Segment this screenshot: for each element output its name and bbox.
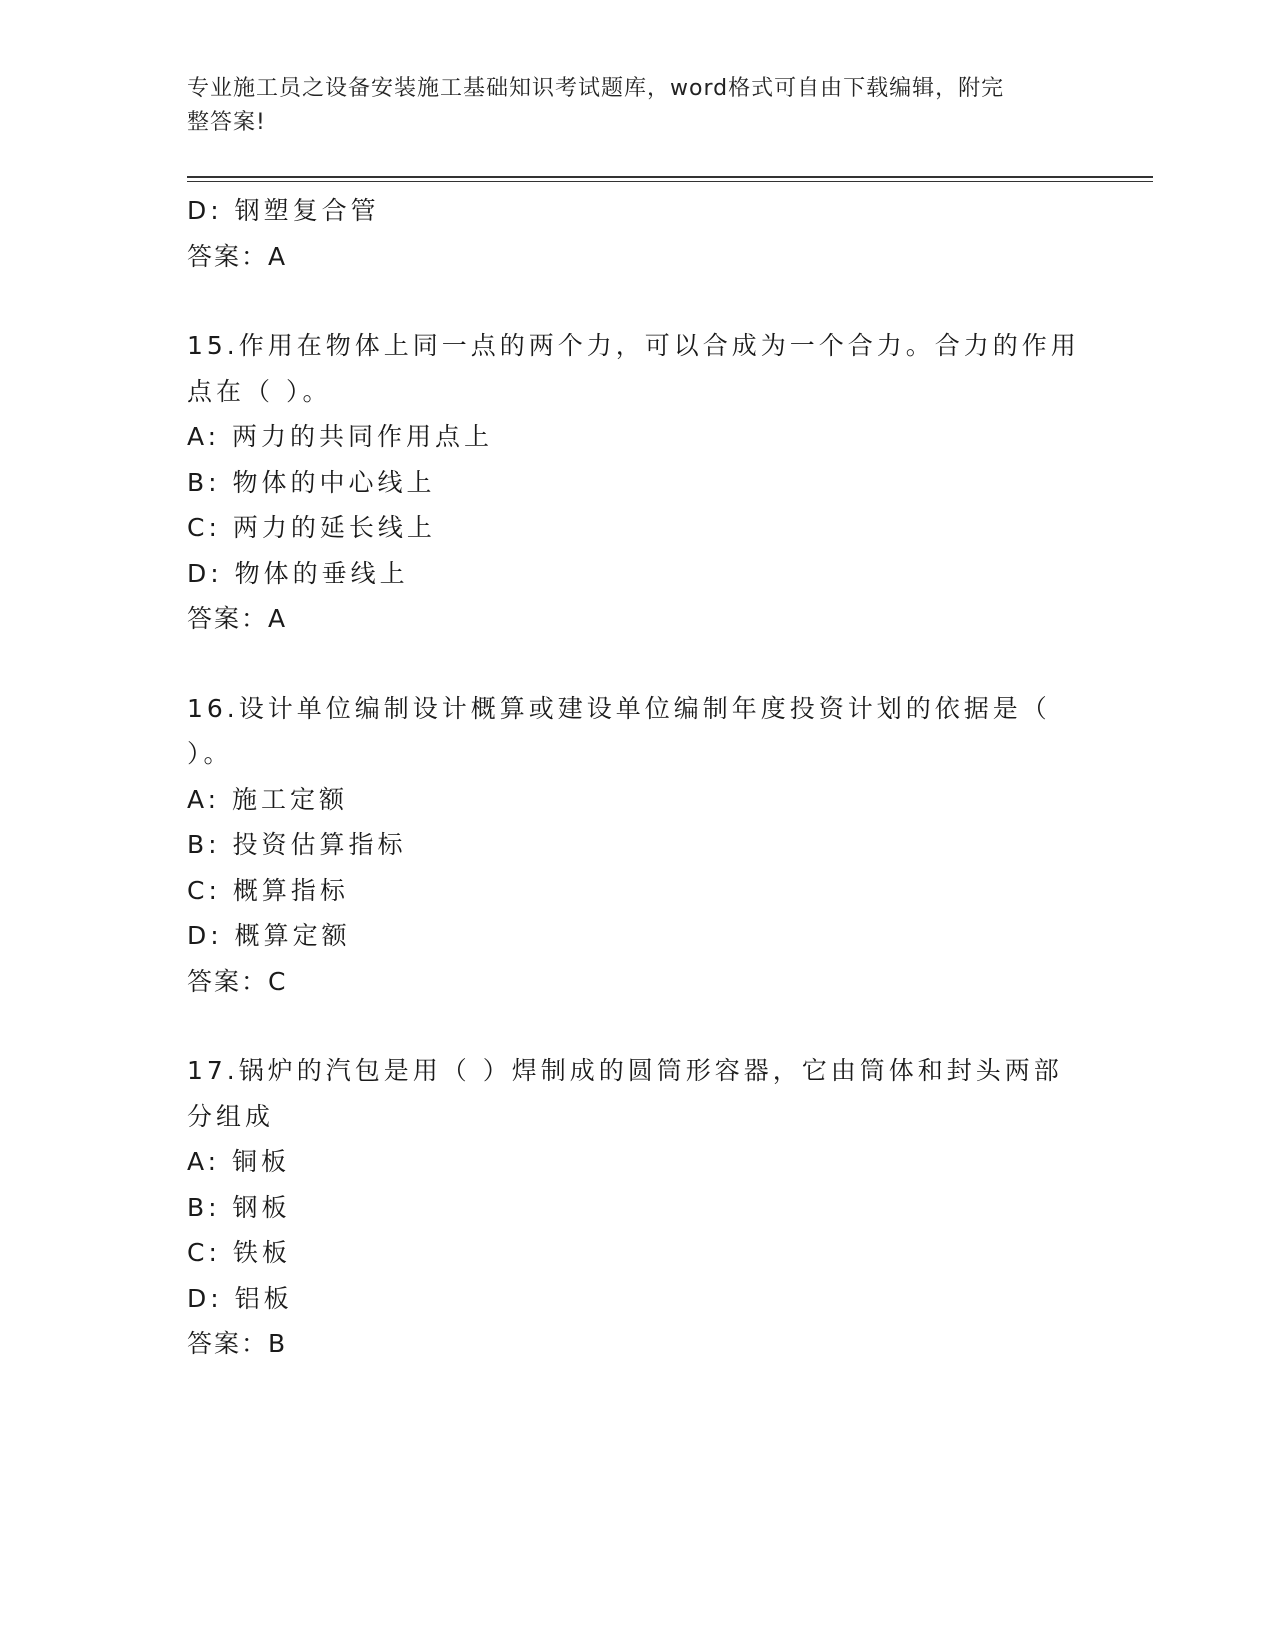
option-b: B: 投资估算指标 [187,830,407,859]
option-c: C: 概算指标 [187,875,349,905]
question-text-line-2: 点在（ ）。 [187,376,332,406]
page-header [187,72,1067,140]
answer-line: 答案：A [187,604,288,633]
answer-line: 答案：A [187,241,288,271]
question-text-line-1: 15.作用在物体上同一点的两个力，可以合成为一个合力。合力的作用 [187,331,1080,360]
option-b: B: 钢板 [187,1192,291,1222]
question-16 [187,686,1087,1005]
question-text-line-1: 17.锅炉的汽包是用（ ）焊制成的圆筒形容器，它由筒体和封头两部 [187,1056,1063,1085]
question-text-line-2: 分组成 [187,1101,275,1131]
document-body [187,188,1087,1367]
option-c: C: 铁板 [187,1238,291,1267]
header-rule-thick [187,176,1153,178]
question-17 [187,1048,1087,1367]
option-d: D: 概算定额 [187,921,351,950]
question-text-line-1: 16.设计单位编制设计概算或建设单位编制年度投资计划的依据是（ [187,693,1051,723]
option-a: A: 施工定额 [187,784,349,814]
answer-line: 答案：C [187,966,288,996]
option-d: D: 铝板 [187,1283,293,1313]
answer-line: 答案：B [187,1329,288,1358]
header-line-1: 专业施工员之设备安装施工基础知识考试题库，word格式可自由下载编辑，附完 [187,76,1005,101]
question-15 [187,323,1087,642]
option-c: C: 两力的延长线上 [187,513,436,542]
spacer [187,279,1087,323]
header-rule-thin [187,181,1153,182]
previous-question-tail [187,188,1087,279]
option-d: D: 钢塑复合管 [187,196,380,225]
header-line-2: 整答案! [187,110,266,135]
spacer [187,642,1087,686]
question-text-line-2: ）。 [187,739,233,768]
option-d: D: 物体的垂线上 [187,558,409,588]
option-a: A: 两力的共同作用点上 [187,422,494,451]
option-a: A: 铜板 [187,1147,291,1176]
spacer [187,1004,1087,1048]
option-b: B: 物体的中心线上 [187,467,436,497]
